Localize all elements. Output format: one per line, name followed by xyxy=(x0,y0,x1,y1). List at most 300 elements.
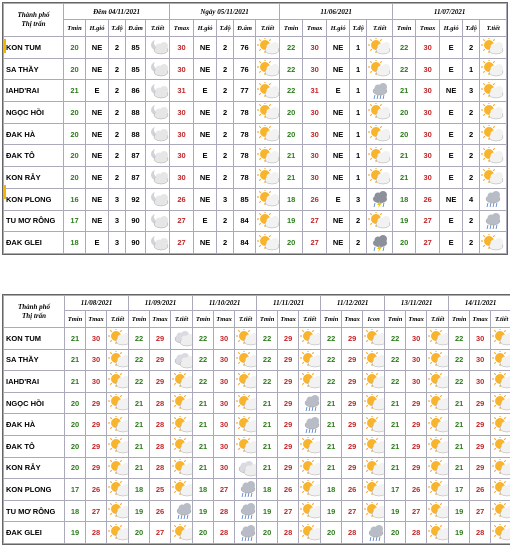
table-cell: 29 xyxy=(278,371,299,393)
table-cell: 21 xyxy=(321,414,342,436)
table-cell: 27 xyxy=(303,232,327,254)
table-row xyxy=(4,328,510,350)
city-name: KON TUM xyxy=(4,328,65,350)
column-header: T.tiết xyxy=(367,20,393,37)
table-cell: 86 xyxy=(126,80,146,102)
table-cell: 28 xyxy=(214,500,235,522)
table-cell: 77 xyxy=(234,80,256,102)
table-cell: 26 xyxy=(278,479,299,501)
table-cell: 22 xyxy=(321,349,342,371)
table-cell: 22 xyxy=(193,349,214,371)
table-cell: 21 xyxy=(280,145,303,167)
sunny-cloud-icon xyxy=(107,349,129,371)
rain-cloud-icon xyxy=(299,414,321,436)
table-cell: 76 xyxy=(234,37,256,59)
sunny-cloud-icon xyxy=(480,102,507,124)
table-row xyxy=(4,123,507,145)
table-cell: 29 xyxy=(342,349,363,371)
table-cell: 90 xyxy=(126,232,146,254)
table-cell: 20 xyxy=(257,522,278,544)
sunny-cloud-icon xyxy=(427,435,449,457)
sunny-cloud-icon xyxy=(367,58,393,80)
table-cell: 20 xyxy=(64,145,86,167)
table-cell: E xyxy=(194,145,217,167)
table-cell: 28 xyxy=(150,457,171,479)
table-cell: 2 xyxy=(109,123,126,145)
table-cell: 29 xyxy=(86,435,107,457)
table-cell: 29 xyxy=(342,414,363,436)
sunny-cloud-icon xyxy=(363,500,385,522)
table-cell: 27 xyxy=(416,210,440,232)
table-cell: 22 xyxy=(257,328,278,350)
sunny-cloud-icon xyxy=(299,349,321,371)
night-partly-cloudy-icon xyxy=(146,210,170,232)
table-cell: NE xyxy=(86,37,109,59)
table-cell: 20 xyxy=(393,123,416,145)
sunny-cloud-icon xyxy=(107,371,129,393)
table-cell: 2 xyxy=(217,210,234,232)
thunder-rain-icon xyxy=(367,188,393,210)
table-cell: 28 xyxy=(150,414,171,436)
city-name: KON TUM xyxy=(4,37,64,59)
period-header: 14/11/2021 xyxy=(449,296,510,311)
table-cell: 29 xyxy=(278,392,299,414)
table-cell: 29 xyxy=(470,414,491,436)
table-cell: 30 xyxy=(170,145,194,167)
table-cell: 30 xyxy=(303,123,327,145)
table-cell: 22 xyxy=(129,371,150,393)
table-cell: 76 xyxy=(234,58,256,80)
table-cell: 27 xyxy=(406,500,427,522)
table-cell: 78 xyxy=(234,167,256,189)
table-cell: E xyxy=(440,123,463,145)
table-row xyxy=(4,435,510,457)
table-cell: 20 xyxy=(193,522,214,544)
table-cell: 1 xyxy=(463,58,480,80)
table-cell: 19 xyxy=(257,500,278,522)
table-cell: 3 xyxy=(109,232,126,254)
period-header: 13/11/2021 xyxy=(385,296,449,311)
table-cell: E xyxy=(327,188,350,210)
table-cell: 30 xyxy=(214,435,235,457)
table-cell: NE xyxy=(194,37,217,59)
table-cell: 30 xyxy=(214,371,235,393)
rain-cloud-icon xyxy=(299,392,321,414)
sunny-cloud-icon xyxy=(363,457,385,479)
corner-line-2: Thị trấn xyxy=(21,20,46,28)
sunny-cloud-icon xyxy=(107,392,129,414)
table-cell: 17 xyxy=(64,210,86,232)
column-header: H.gió xyxy=(86,20,109,37)
column-header: Tmin xyxy=(257,311,278,328)
sunny-cloud-icon xyxy=(235,392,257,414)
sunny-cloud-icon xyxy=(427,349,449,371)
column-header: Tmax xyxy=(406,311,427,328)
table-cell: 21 xyxy=(280,167,303,189)
table-cell: 2 xyxy=(463,123,480,145)
column-header: Tmin xyxy=(129,311,150,328)
column-header: Đ.ẩm xyxy=(234,20,256,37)
sunny-cloud-icon xyxy=(480,58,507,80)
table-cell: 21 xyxy=(65,371,86,393)
table-cell: 21 xyxy=(193,457,214,479)
rain-cloud-icon xyxy=(235,500,257,522)
corner-line-2: Thị trấn xyxy=(22,311,46,320)
column-header: Tmax xyxy=(470,311,491,328)
table-cell: NE xyxy=(194,232,217,254)
sunny-cloud-icon xyxy=(363,392,385,414)
table-cell: 21 xyxy=(257,392,278,414)
table-cell: 21 xyxy=(193,392,214,414)
table-cell: 30 xyxy=(470,349,491,371)
table-cell: 19 xyxy=(393,210,416,232)
table-cell: 21 xyxy=(257,435,278,457)
table-cell: NE xyxy=(327,232,350,254)
table-cell: 3 xyxy=(463,80,480,102)
column-header: Tmin xyxy=(193,311,214,328)
table-cell: 2 xyxy=(109,80,126,102)
table-cell: E xyxy=(440,145,463,167)
table-cell: 21 xyxy=(393,145,416,167)
table-row xyxy=(4,371,510,393)
table-cell: 3 xyxy=(109,210,126,232)
column-header: T.tiết xyxy=(107,311,129,328)
column-header: T.độ xyxy=(463,20,480,37)
table-cell: 2 xyxy=(217,58,234,80)
sunny-cloud-icon xyxy=(491,371,510,393)
sunny-cloud-icon xyxy=(480,123,507,145)
night-partly-cloudy-icon xyxy=(146,80,170,102)
table-cell: 30 xyxy=(416,37,440,59)
table-cell: 84 xyxy=(234,210,256,232)
table-cell: 30 xyxy=(86,328,107,350)
table-cell: 29 xyxy=(278,328,299,350)
table-cell: 31 xyxy=(170,80,194,102)
table-cell: 1 xyxy=(350,102,367,124)
column-header: T.tiết xyxy=(299,311,321,328)
sunny-cloud-icon xyxy=(367,37,393,59)
sunny-cloud-icon xyxy=(480,37,507,59)
table-cell: 29 xyxy=(470,457,491,479)
table-cell: 20 xyxy=(65,414,86,436)
table-cell: 20 xyxy=(129,522,150,544)
table-cell: 87 xyxy=(126,145,146,167)
table-cell: 4 xyxy=(463,188,480,210)
city-name: ĐAK GLEI xyxy=(4,232,64,254)
table-cell: 2 xyxy=(350,232,367,254)
column-header: Tmin xyxy=(385,311,406,328)
table-cell: 22 xyxy=(449,349,470,371)
table-cell: 30 xyxy=(406,371,427,393)
table-cell: 30 xyxy=(214,392,235,414)
sunny-cloud-icon xyxy=(299,522,321,544)
table-cell: 29 xyxy=(406,392,427,414)
table-cell: E xyxy=(327,80,350,102)
table-row xyxy=(4,58,507,80)
table-cell: 21 xyxy=(65,349,86,371)
table-cell: 30 xyxy=(86,371,107,393)
table-cell: 22 xyxy=(385,328,406,350)
sunny-cloud-icon xyxy=(480,145,507,167)
table-cell: 27 xyxy=(416,232,440,254)
table-cell: 22 xyxy=(193,371,214,393)
period-header: 11/12/2021 xyxy=(321,296,385,311)
column-header: Tmax xyxy=(303,20,327,37)
table-cell: 30 xyxy=(170,37,194,59)
sunny-cloud-icon xyxy=(299,328,321,350)
column-header: Tmin xyxy=(449,311,470,328)
table-cell: 1 xyxy=(350,123,367,145)
sunny-cloud-icon xyxy=(427,457,449,479)
city-name: IAHD'RAI xyxy=(4,371,65,393)
table-cell: 2 xyxy=(463,167,480,189)
table-cell: 88 xyxy=(126,102,146,124)
sunny-cloud-icon xyxy=(256,167,280,189)
period-header: 11/09/2021 xyxy=(129,296,193,311)
table-cell: 29 xyxy=(278,414,299,436)
table-cell: 29 xyxy=(278,457,299,479)
column-header: Tmax xyxy=(150,311,171,328)
table-cell: 19 xyxy=(193,500,214,522)
table-cell: 21 xyxy=(393,80,416,102)
table-cell: 22 xyxy=(385,349,406,371)
table-cell: 20 xyxy=(65,457,86,479)
city-name: IAHD'RAI xyxy=(4,80,64,102)
sunny-cloud-icon xyxy=(171,414,193,436)
sunny-cloud-icon xyxy=(363,414,385,436)
table-cell: 30 xyxy=(86,349,107,371)
sunny-cloud-icon xyxy=(491,479,510,501)
table-cell: 21 xyxy=(321,435,342,457)
sunny-cloud-icon xyxy=(107,435,129,457)
table-cell: 87 xyxy=(126,167,146,189)
table-cell: 29 xyxy=(86,392,107,414)
table-cell: 29 xyxy=(342,371,363,393)
table-cell: E xyxy=(194,210,217,232)
table-cell: 2 xyxy=(463,102,480,124)
table-cell: 2 xyxy=(217,123,234,145)
table-cell: 2 xyxy=(217,80,234,102)
sunny-cloud-icon xyxy=(491,414,510,436)
table-cell: 1 xyxy=(350,80,367,102)
sunny-cloud-icon xyxy=(427,500,449,522)
table-cell: 30 xyxy=(170,167,194,189)
table-cell: E xyxy=(440,167,463,189)
sunny-cloud-icon xyxy=(480,80,507,102)
table-cell: 17 xyxy=(65,479,86,501)
table-cell: 29 xyxy=(406,457,427,479)
table-cell: E xyxy=(194,80,217,102)
sunny-cloud-icon xyxy=(491,328,510,350)
table-cell: 28 xyxy=(342,522,363,544)
city-name: ĐAK HÀ xyxy=(4,123,64,145)
table-cell: 3 xyxy=(350,188,367,210)
table-cell: 18 xyxy=(65,500,86,522)
sunny-cloud-icon xyxy=(480,232,507,254)
table-cell: 29 xyxy=(406,435,427,457)
table-row xyxy=(4,500,510,522)
table-cell: 1 xyxy=(350,167,367,189)
column-header: T.tiết xyxy=(480,20,507,37)
sunny-cloud-icon xyxy=(491,522,510,544)
city-name: SA THẦY xyxy=(4,58,64,80)
sunny-cloud-icon xyxy=(171,457,193,479)
table-cell: 21 xyxy=(321,392,342,414)
table-cell: 21 xyxy=(393,167,416,189)
sunny-cloud-icon xyxy=(171,435,193,457)
table-cell: E xyxy=(440,58,463,80)
table-cell: 18 xyxy=(193,479,214,501)
table-cell: NE xyxy=(86,210,109,232)
table-cell: 20 xyxy=(64,37,86,59)
rain-cloud-icon xyxy=(235,522,257,544)
table-cell: NE xyxy=(194,123,217,145)
table-cell: 27 xyxy=(342,500,363,522)
sunny-cloud-icon xyxy=(363,349,385,371)
table-cell: 21 xyxy=(449,414,470,436)
table-cell: 30 xyxy=(214,349,235,371)
table-cell: 26 xyxy=(470,479,491,501)
sunny-cloud-icon xyxy=(107,500,129,522)
table-cell: 22 xyxy=(393,37,416,59)
sunny-cloud-icon xyxy=(480,167,507,189)
table-cell: 21 xyxy=(129,414,150,436)
column-header: Đ.ẩm xyxy=(126,20,146,37)
table-cell: 2 xyxy=(463,232,480,254)
sunny-cloud-icon xyxy=(107,414,129,436)
table-row xyxy=(4,102,507,124)
sunny-cloud-icon xyxy=(107,457,129,479)
table-cell: 30 xyxy=(416,102,440,124)
column-header: Tmax xyxy=(86,311,107,328)
table-cell: 22 xyxy=(193,328,214,350)
night-partly-cloudy-icon xyxy=(146,37,170,59)
table-cell: 19 xyxy=(385,500,406,522)
table-cell: NE xyxy=(327,123,350,145)
table-cell: 20 xyxy=(65,435,86,457)
table-cell: 27 xyxy=(303,210,327,232)
table-cell: 21 xyxy=(193,435,214,457)
table-cell: 29 xyxy=(342,328,363,350)
column-header: Tmax xyxy=(170,20,194,37)
table-cell: 88 xyxy=(126,123,146,145)
table-cell: NE xyxy=(86,145,109,167)
table-cell: 30 xyxy=(470,328,491,350)
city-name: ĐAK HÀ xyxy=(4,414,65,436)
cloudy-icon xyxy=(171,328,193,350)
table-cell: 19 xyxy=(449,522,470,544)
period-header: 11/10/2021 xyxy=(193,296,257,311)
sunny-cloud-icon xyxy=(427,522,449,544)
sunny-cloud-icon xyxy=(235,349,257,371)
table-cell: 20 xyxy=(393,102,416,124)
table-cell: 2 xyxy=(109,37,126,59)
table-cell: 2 xyxy=(463,145,480,167)
sunny-cloud-icon xyxy=(235,371,257,393)
table-cell: NE xyxy=(327,210,350,232)
sunny-cloud-icon xyxy=(256,80,280,102)
sunny-cloud-icon xyxy=(256,232,280,254)
table-row xyxy=(4,479,510,501)
table-cell: 20 xyxy=(321,522,342,544)
table-cell: 85 xyxy=(126,37,146,59)
table-cell: 26 xyxy=(86,479,107,501)
table-cell: E xyxy=(440,102,463,124)
night-partly-cloudy-icon xyxy=(146,232,170,254)
table-cell: NE xyxy=(86,123,109,145)
table-cell: 21 xyxy=(449,435,470,457)
table-cell: 22 xyxy=(385,371,406,393)
table-cell: 78 xyxy=(234,145,256,167)
table-cell: 28 xyxy=(470,522,491,544)
table-cell: 18 xyxy=(64,232,86,254)
table-cell: E xyxy=(440,232,463,254)
corner-header xyxy=(4,4,64,37)
column-header: Tmax xyxy=(214,311,235,328)
table-cell: 30 xyxy=(170,123,194,145)
table-cell: 27 xyxy=(278,500,299,522)
table-cell: 22 xyxy=(280,80,303,102)
table-cell: 21 xyxy=(449,457,470,479)
table-cell: 1 xyxy=(350,37,367,59)
sunny-cloud-icon xyxy=(367,145,393,167)
column-header: Tmin xyxy=(65,311,86,328)
table-row xyxy=(4,188,507,210)
sunny-cloud-icon xyxy=(367,210,393,232)
corner-header xyxy=(4,296,65,328)
table-cell: 30 xyxy=(416,80,440,102)
sunny-cloud-icon xyxy=(427,392,449,414)
table-cell: 20 xyxy=(385,522,406,544)
table-cell: 30 xyxy=(416,145,440,167)
table-cell: 30 xyxy=(214,414,235,436)
sunny-cloud-icon xyxy=(299,457,321,479)
column-header: H.gió xyxy=(327,20,350,37)
table-cell: 29 xyxy=(86,457,107,479)
table-cell: 21 xyxy=(65,328,86,350)
table-cell: 29 xyxy=(150,349,171,371)
table-cell: E xyxy=(86,232,109,254)
table-cell: 21 xyxy=(129,457,150,479)
table-cell: E xyxy=(86,80,109,102)
table-row xyxy=(4,457,510,479)
sunny-cloud-icon xyxy=(427,479,449,501)
sunny-cloud-icon xyxy=(171,371,193,393)
table-cell: 3 xyxy=(109,188,126,210)
table-cell: 29 xyxy=(470,435,491,457)
table-cell: 85 xyxy=(234,188,256,210)
period-header: Ngày 05/11/2021 xyxy=(170,4,280,20)
row-marker xyxy=(3,185,6,199)
table-cell: NE xyxy=(194,58,217,80)
table-cell: 20 xyxy=(280,232,303,254)
city-name: NGỌC HỒI xyxy=(4,102,64,124)
night-partly-cloudy-icon xyxy=(146,167,170,189)
row-marker xyxy=(3,39,6,53)
table-cell: 26 xyxy=(406,479,427,501)
table-cell: 20 xyxy=(64,167,86,189)
table-cell: 29 xyxy=(86,414,107,436)
sunny-cloud-icon xyxy=(171,392,193,414)
table-cell: 22 xyxy=(280,37,303,59)
forecast-table-2 xyxy=(3,295,510,544)
table-cell: 26 xyxy=(150,500,171,522)
column-header: T.tiết xyxy=(146,20,170,37)
table-cell: 2 xyxy=(109,145,126,167)
table-row xyxy=(4,232,507,254)
table-cell: 3 xyxy=(217,188,234,210)
table-cell: NE xyxy=(86,167,109,189)
